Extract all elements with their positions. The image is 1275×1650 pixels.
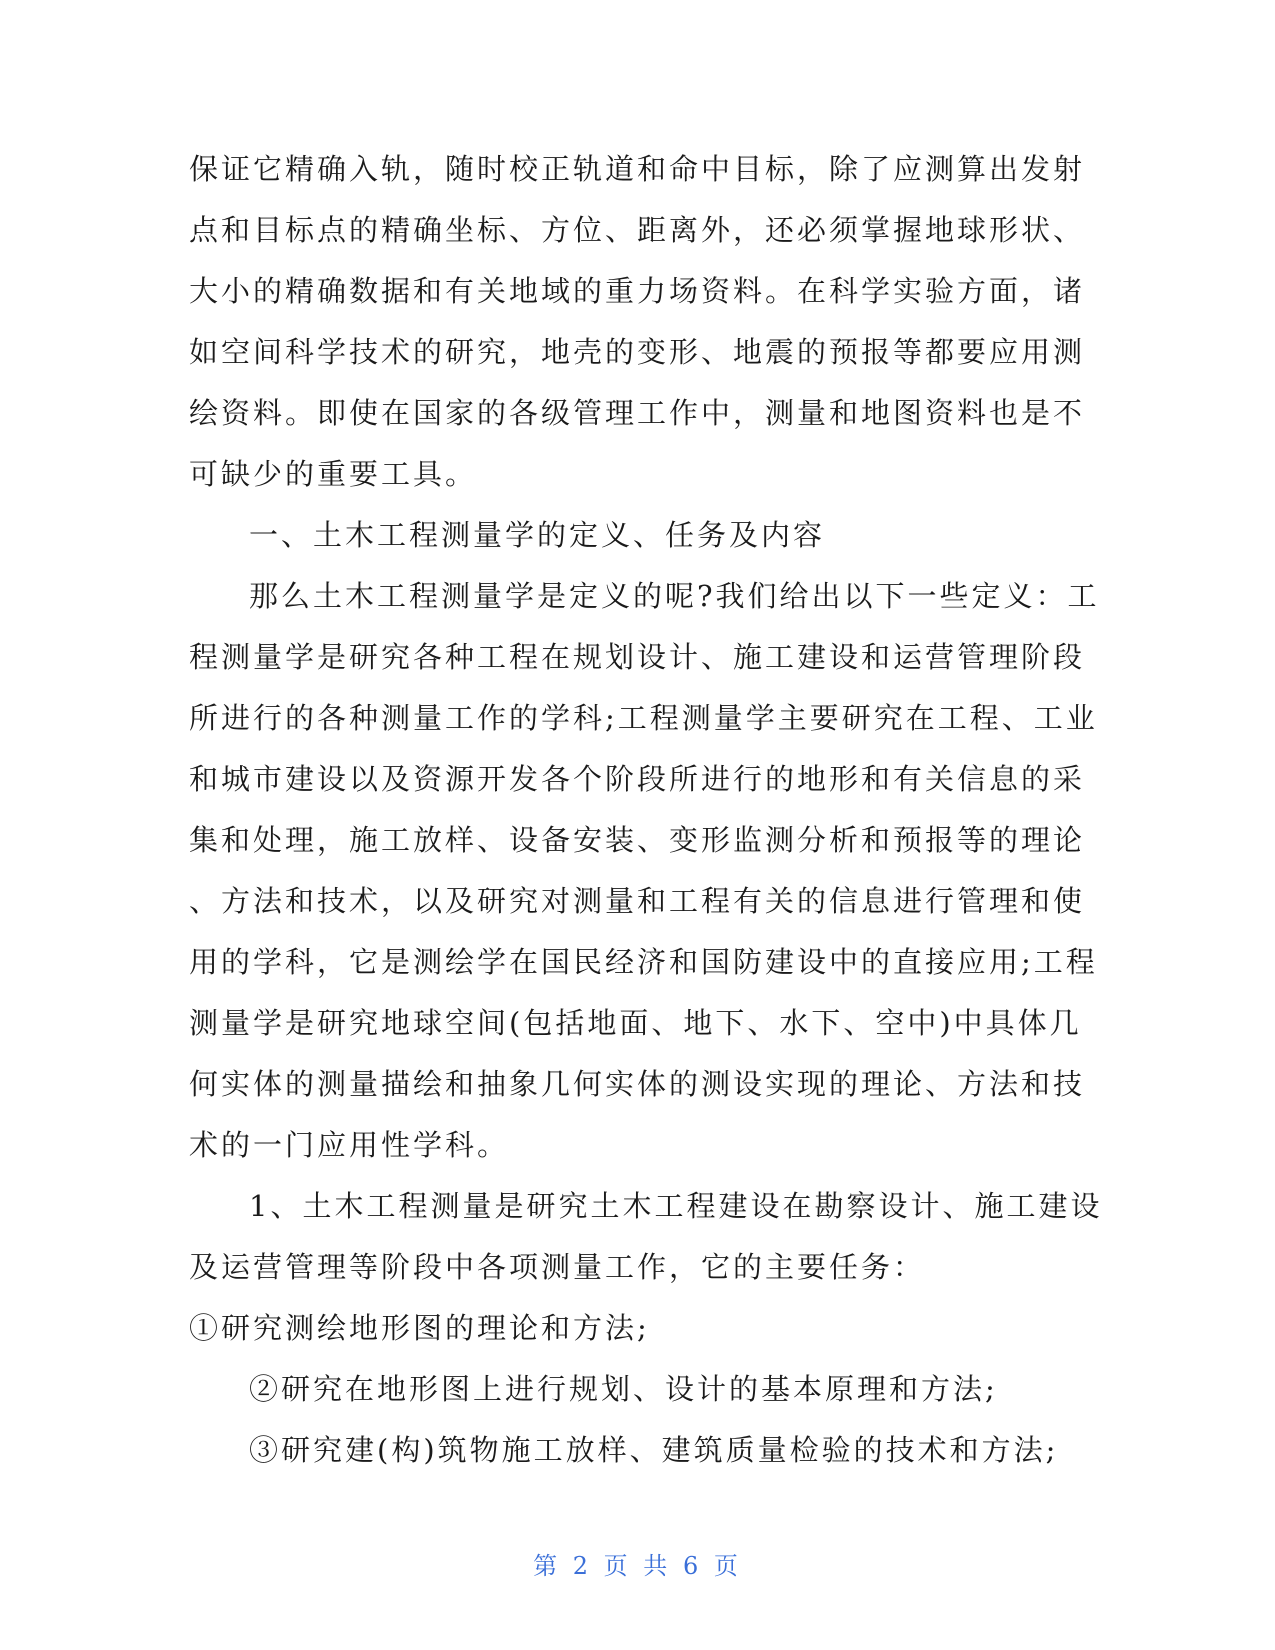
paragraph-line: 程测量学是研究各种工程在规划设计、施工建设和运营管理阶段 [189,640,1086,674]
paragraph-line: 及运营管理等阶段中各项测量工作，它的主要任务： [189,1250,926,1284]
list-item: ②研究在地形图上进行规划、设计的基本原理和方法; [249,1372,998,1406]
paragraph-line: 测量学是研究地球空间(包括地面、地下、水下、空中)中具体几 [189,1006,1082,1040]
list-item: ①研究测绘地形图的理论和方法; [189,1311,650,1345]
paragraph-line: 大小的精确数据和有关地域的重力场资料。在科学实验方面，诸 [189,274,1086,308]
paragraph-line: 保证它精确入轨，随时校正轨道和命中目标，除了应测算出发射 [189,152,1086,186]
paragraph-line: 绘资料。即使在国家的各级管理工作中，测量和地图资料也是不 [189,396,1086,430]
paragraph-line: 点和目标点的精确坐标、方位、距离外，还必须掌握地球形状、 [189,213,1086,247]
paragraph-line: 术的一门应用性学科。 [189,1128,510,1162]
paragraph-line: 和城市建设以及资源开发各个阶段所进行的地形和有关信息的采 [189,762,1086,796]
paragraph-line: 那么土木工程测量学是定义的呢?我们给出以下一些定义：工 [249,579,1100,613]
paragraph-line: 所进行的各种测量工作的学科;工程测量学主要研究在工程、工业 [189,701,1098,735]
paragraph-line: 如空间科学技术的研究，地壳的变形、地震的预报等都要应用测 [189,335,1086,369]
paragraph-line: 1、土木工程测量是研究土木工程建设在勘察设计、施工建设 [249,1189,1103,1223]
list-item: ③研究建(构)筑物施工放样、建筑质量检验的技术和方法; [249,1433,1059,1467]
section-heading: 一、土木工程测量学的定义、任务及内容 [249,518,826,552]
paragraph-line: 集和处理，施工放样、设备安装、变形监测分析和预报等的理论 [189,823,1086,857]
paragraph-line: 、方法和技术，以及研究对测量和工程有关的信息进行管理和使 [189,884,1086,918]
page-number-footer: 第 2 页 共 6 页 [533,1552,742,1580]
paragraph-line: 何实体的测量描绘和抽象几何实体的测设实现的理论、方法和技 [189,1067,1086,1101]
body-text [189,139,1103,1481]
paragraph-line: 用的学科，它是测绘学在国民经济和国防建设中的直接应用;工程 [189,945,1098,979]
paragraph-line: 可缺少的重要工具。 [189,457,478,491]
